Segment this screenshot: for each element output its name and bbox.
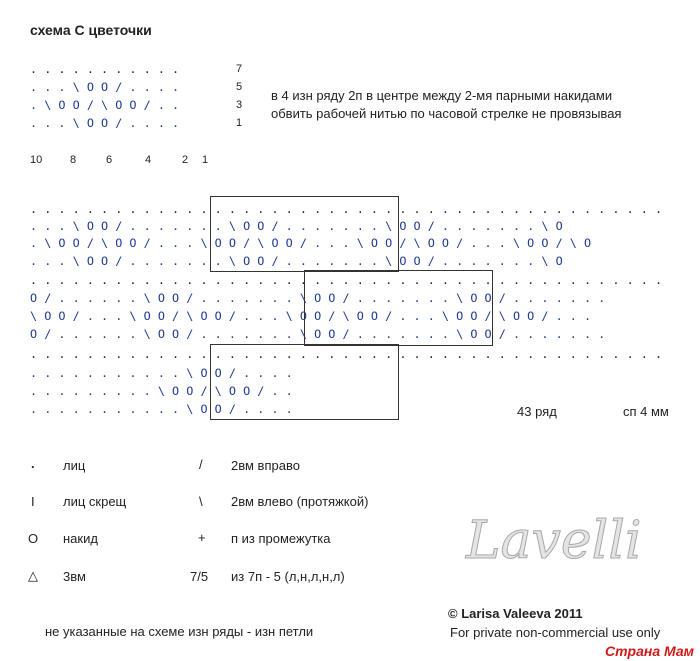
legend-symbol: I: [31, 494, 35, 509]
page-title: схема С цветочки: [30, 22, 152, 38]
private-use-note: For private non-commercial use only: [450, 625, 661, 640]
legend-text: 2вм влево (протяжкой): [231, 494, 369, 509]
needle-label: сп 4 мм: [623, 404, 669, 419]
note-line: обвить рабочей нитью по часовой стрелке не провязывая: [271, 106, 622, 121]
legend-text: из 7п - 5 (л,н,л,н,л): [231, 569, 345, 584]
big-chart-row: . . . . . . . . . . . \ O O / . . . .: [30, 366, 293, 380]
logo-text: Lavelli: [466, 511, 642, 571]
legend-text: лиц скрещ: [63, 494, 127, 509]
big-chart-row: . . . . . . . . . . . . . . . . . . . . . . . . . . . . . . . . . . . . . . . . . . . . .: [30, 273, 663, 287]
repeat-box: [210, 344, 399, 420]
small-chart-row: . . . . . . . . . . .: [30, 62, 180, 76]
legend-symbol: .: [31, 456, 35, 471]
row-number: 5: [236, 81, 243, 93]
col-number: 8: [70, 154, 77, 166]
big-chart-row: . . . . . . . . . \ O O / \ O O / . .: [30, 384, 293, 398]
watermark-text: Страна Мам: [604, 643, 694, 659]
repeat-box: [210, 196, 399, 272]
big-chart-row: . . . . . . . . . . . \ O O / . . . .: [30, 402, 293, 416]
footer-note: не указанные на схеме изн ряды - изн петли: [45, 624, 314, 639]
small-chart-row: . \ O O / \ O O / . .: [30, 98, 180, 112]
big-chart-row: O / . . . . . . \ O O / . . . . . . . \ O O / . . . . . . . \ O O / . . . . . . .: [30, 327, 606, 341]
big-chart-row: . . . \ O O / . . . . . . . \ O O / . . . . . . . \ O O / . . . . . . . \ O: [30, 254, 563, 268]
legend-text: 3вм: [63, 569, 86, 584]
legend-symbol: △: [28, 568, 38, 583]
note-line: в 4 изн ряду 2п в центре между 2-мя парными накидами: [271, 88, 613, 103]
legend-text: 2вм вправо: [231, 458, 300, 473]
watermark: [605, 643, 694, 659]
small-chart-row: . . . \ O O / . . . .: [30, 116, 180, 130]
small-chart-row: . . . \ O O / . . . .: [30, 80, 180, 94]
big-chart-row: . . . \ O O / . . . . . . . \ O O / . . . . . . . \ O O / . . . . . . . \ O: [30, 219, 563, 233]
row-label: 43 ряд: [517, 404, 557, 419]
big-chart-row: \ O O / . . . \ O O / \ O O / . . . \ O O / \ O O / . . . \ O O / \ O O / . . .: [30, 309, 592, 323]
row-number: 7: [236, 63, 243, 75]
legend-text: п из промежутка: [231, 531, 331, 546]
legend-symbol: O: [28, 531, 39, 546]
col-number: 6: [106, 154, 113, 166]
big-chart-row: . \ O O / \ O O / . . . \ O O / \ O O / . . . \ O O / \ O O / . . . \ O O / \ O: [30, 236, 592, 250]
copyright: © Larisa Valeeva 2011: [448, 606, 583, 621]
legend-text: накид: [63, 531, 98, 546]
col-number: 10: [30, 154, 43, 166]
row-number: 1: [236, 117, 243, 129]
legend-text: лиц: [63, 458, 86, 473]
col-number: 2: [182, 154, 189, 166]
col-number: 4: [145, 154, 152, 166]
row-number: 3: [236, 99, 243, 111]
lavelli-logo: [462, 486, 642, 586]
legend-symbol: \: [199, 494, 203, 509]
big-chart-row: O / . . . . . . \ O O / . . . . . . . \ O O / . . . . . . . \ O O / . . . . . . .: [30, 291, 606, 305]
legend-symbol: /: [199, 457, 203, 472]
col-number: 1: [202, 154, 209, 166]
legend-symbol: 7/5: [190, 569, 209, 584]
big-chart-row: . . . . . . . . . . . . . . . . . . . . . . . . . . . . . . . . . . . . . . . . . . . . .: [30, 202, 663, 216]
repeat-box: [304, 270, 493, 346]
legend-symbol: +: [198, 530, 206, 545]
big-chart-row: . . . . . . . . . . . . . . . . . . . . . . . . . . . . . . . . . . . . . . . . . . . . .: [30, 347, 663, 361]
